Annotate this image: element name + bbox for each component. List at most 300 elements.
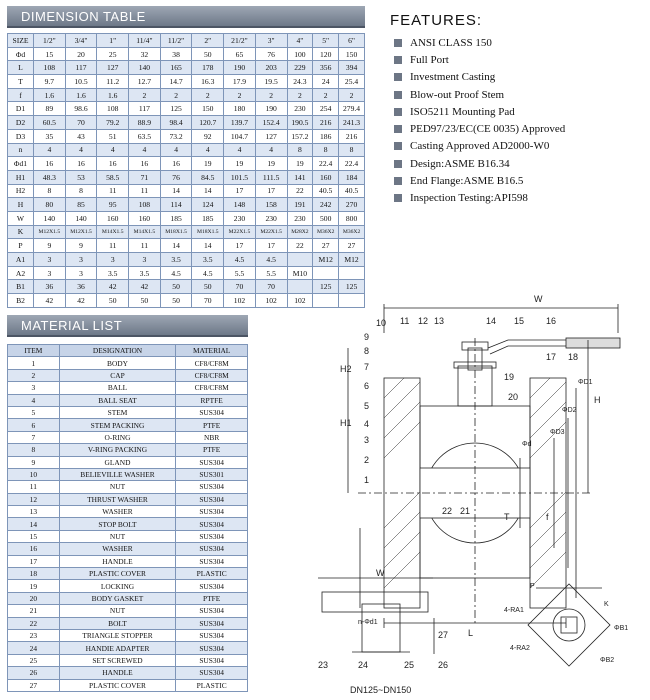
material-row [8, 394, 248, 406]
dimension-cell: 14.7 [160, 75, 192, 89]
material-item-number: 7 [8, 431, 60, 443]
dimension-cell: 4" [287, 34, 313, 48]
dimension-row-label: Φd1 [8, 157, 34, 171]
dimension-row [8, 170, 365, 184]
dimension-cell: 27 [313, 239, 339, 253]
dimension-cell: 279.4 [339, 102, 365, 116]
material-row [8, 419, 248, 431]
dimension-cell: 4 [224, 143, 256, 157]
material-item-number: 6 [8, 419, 60, 431]
material-item-number: 13 [8, 506, 60, 518]
features-title: FEATURES: [390, 12, 483, 29]
dimension-cell: 3 [65, 266, 97, 280]
material-item-number: 3 [8, 382, 60, 394]
dimension-cell: 60.5 [34, 116, 66, 130]
dimension-cell: 140 [65, 211, 97, 225]
dimension-row-label: D3 [8, 129, 34, 143]
material-row [8, 605, 248, 617]
dimension-cell: 95 [97, 198, 129, 212]
material-designation: BALL [59, 382, 176, 394]
dimension-cell: 9 [65, 239, 97, 253]
material-designation: TRIANGLE STOPPER [59, 629, 176, 641]
dimension-cell: 3 [65, 253, 97, 267]
label-12: 12 [418, 316, 429, 326]
label-23: 23 [318, 660, 329, 670]
feature-text: PED97/23/EC(CE 0035) Approved [410, 123, 566, 136]
dimension-cell: M12 [313, 253, 339, 267]
dimension-cell: 20 [65, 47, 97, 61]
dimension-cell: 84.5 [192, 170, 224, 184]
dimension-cell: 125 [313, 280, 339, 294]
dimension-row-label: T [8, 75, 34, 89]
dimension-cell: 11/4" [129, 34, 161, 48]
label-10: 10 [376, 318, 387, 328]
square-bullet-icon [394, 108, 402, 116]
material-designation: HANDLE [59, 667, 176, 679]
dimension-cell: 1.6 [97, 88, 129, 102]
dimension-cell: 10.5 [65, 75, 97, 89]
dimension-table [7, 33, 365, 308]
dimension-cell: 148 [224, 198, 256, 212]
dimension-cell: M12X1.5 [34, 225, 66, 239]
dimension-cell: 79.2 [97, 116, 129, 130]
dimension-cell: 4 [192, 143, 224, 157]
dimension-cell: 2 [287, 88, 313, 102]
material-designation: STOP BOLT [59, 518, 176, 530]
label-16: 16 [546, 316, 557, 326]
dimension-row-label: K [8, 225, 34, 239]
dimension-cell: 5.5 [255, 266, 287, 280]
dimension-cell: 22 [287, 239, 313, 253]
dimension-row [8, 211, 365, 225]
label-11: 11 [400, 316, 410, 326]
dimension-cell: 3.5 [129, 266, 161, 280]
dim-b2: ΦB2 [600, 657, 615, 664]
label-20: 20 [508, 392, 519, 402]
dimension-cell: 3.5 [192, 253, 224, 267]
dimension-cell: 58.5 [97, 170, 129, 184]
dimension-cell: M14X1.5 [129, 225, 161, 239]
dimension-cell: 141 [287, 170, 313, 184]
label-22: 22 [442, 506, 453, 516]
dimension-cell: 22.4 [339, 157, 365, 171]
label-7: 7 [364, 362, 370, 372]
material-material: SUS304 [176, 506, 248, 518]
dimension-cell: 50 [192, 280, 224, 294]
dimension-row [8, 266, 365, 280]
label-5: 5 [364, 401, 370, 411]
dimension-cell: 70 [192, 294, 224, 308]
material-col-designation: DESIGNATION [59, 345, 176, 357]
material-material: SUS304 [176, 456, 248, 468]
dimension-row [8, 198, 365, 212]
dimension-cell: 76 [160, 170, 192, 184]
feature-item [390, 69, 645, 86]
dimension-cell: 89 [34, 102, 66, 116]
dim-h1: H1 [340, 418, 352, 428]
dimension-cell: 150 [339, 47, 365, 61]
material-designation: BELIEVILLE WASHER [59, 468, 176, 480]
dimension-cell: 24.3 [287, 75, 313, 89]
dimension-cell: 102 [255, 294, 287, 308]
material-material: PTFE [176, 592, 248, 604]
dim-d2: ΦD2 [562, 407, 577, 414]
feature-text: Casting Approved AD2000-W0 [410, 140, 550, 153]
dimension-cell: 178 [192, 61, 224, 75]
material-row [8, 468, 248, 480]
dimension-cell [339, 266, 365, 280]
dimension-cell: 19 [255, 157, 287, 171]
material-item-number: 8 [8, 444, 60, 456]
material-material: SUS304 [176, 493, 248, 505]
material-material: SUS304 [176, 481, 248, 493]
material-row [8, 543, 248, 555]
dimension-cell: 3.5 [97, 266, 129, 280]
dimension-cell: 98.6 [65, 102, 97, 116]
dimension-cell: 2 [129, 88, 161, 102]
dimension-header-row [8, 34, 365, 48]
material-designation: GLAND [59, 456, 176, 468]
material-list-title: MATERIAL LIST [7, 315, 248, 337]
material-designation: BOLT [59, 617, 176, 629]
dimension-cell: 11/2" [160, 34, 192, 48]
dimension-cell: 3 [129, 253, 161, 267]
dimension-cell: 98.4 [160, 116, 192, 130]
label-18: 18 [568, 352, 579, 362]
label-14: 14 [486, 316, 497, 326]
dim-h2: H2 [340, 364, 352, 374]
dimension-row [8, 88, 365, 102]
material-row [8, 654, 248, 666]
dimension-cell: 42 [129, 280, 161, 294]
material-designation: STEM PACKING [59, 419, 176, 431]
dimension-cell: 19.5 [255, 75, 287, 89]
material-item-number: 2 [8, 369, 60, 381]
dimension-cell: 11 [97, 239, 129, 253]
dim-ra1: 4-RA1 [504, 607, 524, 614]
dimension-cell: 22 [287, 184, 313, 198]
dimension-cell: 4.5 [255, 253, 287, 267]
dimension-cell: 191 [287, 198, 313, 212]
dimension-cell: 50 [129, 294, 161, 308]
dimension-row-label: B2 [8, 294, 34, 308]
material-item-number: 25 [8, 654, 60, 666]
dimension-cell: 254 [313, 102, 339, 116]
dimension-cell: 230 [255, 211, 287, 225]
material-material: NBR [176, 431, 248, 443]
material-item-number: 10 [8, 468, 60, 480]
dimension-cell: 157.2 [287, 129, 313, 143]
material-material: CF8/CF8M [176, 357, 248, 369]
dimension-cell: 101.5 [224, 170, 256, 184]
dimension-cell: 4 [255, 143, 287, 157]
material-material: SUS304 [176, 605, 248, 617]
material-row [8, 518, 248, 530]
dimension-cell: 3 [34, 266, 66, 280]
material-row [8, 369, 248, 381]
dimension-cell: 185 [192, 211, 224, 225]
dimension-row-label: SIZE [8, 34, 34, 48]
dimension-row-label: n [8, 143, 34, 157]
dimension-cell: 8 [34, 184, 66, 198]
material-designation: BODY [59, 357, 176, 369]
dimension-cell: 120.7 [192, 116, 224, 130]
material-item-number: 19 [8, 580, 60, 592]
dimension-cell: 102 [224, 294, 256, 308]
dimension-cell: 356 [313, 61, 339, 75]
dimension-cell: 394 [339, 61, 365, 75]
dimension-cell: 11.2 [97, 75, 129, 89]
dimension-cell: 125 [339, 280, 365, 294]
material-item-number: 21 [8, 605, 60, 617]
material-item-number: 14 [8, 518, 60, 530]
dimension-cell: 229 [287, 61, 313, 75]
lever-handle-top [322, 592, 428, 612]
material-row [8, 555, 248, 567]
dimension-cell: 4 [34, 143, 66, 157]
feature-item [390, 190, 645, 207]
dimension-cell: 5.5 [224, 266, 256, 280]
dimension-cell: 11 [129, 239, 161, 253]
dim-nd1: n-Φd1 [358, 619, 378, 626]
dimension-cell: 85 [65, 198, 97, 212]
square-bullet-icon [394, 177, 402, 185]
material-material: SUS304 [176, 580, 248, 592]
dimension-cell: 120 [313, 47, 339, 61]
dimension-cell: 125 [160, 102, 192, 116]
dimension-cell: 42 [97, 280, 129, 294]
dimension-cell: 70 [65, 116, 97, 130]
dim-h: H [594, 395, 601, 405]
material-item-number: 18 [8, 568, 60, 580]
dimension-row [8, 184, 365, 198]
dimension-cell: 270 [339, 198, 365, 212]
dimension-cell: 152.4 [255, 116, 287, 130]
dimension-cell: 230 [287, 102, 313, 116]
dimension-cell: 16 [129, 157, 161, 171]
dimension-row-label: A2 [8, 266, 34, 280]
dimension-cell: 92 [192, 129, 224, 143]
dimension-cell: 42 [65, 294, 97, 308]
material-material: CF8/CF8M [176, 369, 248, 381]
material-row [8, 629, 248, 641]
dimension-cell: 14 [192, 239, 224, 253]
material-row [8, 444, 248, 456]
dim-f: f [546, 512, 549, 522]
label-13: 13 [434, 316, 445, 326]
material-material: SUS304 [176, 667, 248, 679]
dimension-cell: M22X1.5 [224, 225, 256, 239]
dimension-row [8, 294, 365, 308]
dimension-cell: 36 [65, 280, 97, 294]
dimension-row-label: f [8, 88, 34, 102]
material-item-number: 24 [8, 642, 60, 654]
dimension-cell: 165 [160, 61, 192, 75]
dimension-cell: 4 [160, 143, 192, 157]
material-row [8, 456, 248, 468]
dimension-cell: 35 [34, 129, 66, 143]
handle-adapter [362, 604, 400, 652]
dimension-cell: 4 [97, 143, 129, 157]
dimension-cell: 108 [129, 198, 161, 212]
dimension-cell: 40.5 [339, 184, 365, 198]
dimension-cell: 63.5 [129, 129, 161, 143]
dimension-cell: 111.5 [255, 170, 287, 184]
dimension-cell: 2 [160, 88, 192, 102]
dimension-cell: 4 [65, 143, 97, 157]
dimension-cell: 17 [255, 184, 287, 198]
dimension-cell: 216 [313, 116, 339, 130]
square-bullet-icon [394, 160, 402, 168]
dimension-row [8, 225, 365, 239]
square-bullet-icon [394, 56, 402, 64]
dimension-row [8, 157, 365, 171]
dimension-cell: 22.4 [313, 157, 339, 171]
dimension-cell: M10 [287, 266, 313, 280]
material-row [8, 679, 248, 691]
dimension-row [8, 47, 365, 61]
material-material: CF8/CF8M [176, 382, 248, 394]
dimension-cell: 15 [34, 47, 66, 61]
dim-ra2: 4-RA2 [510, 645, 530, 652]
dimension-cell: M36X2 [339, 225, 365, 239]
label-6: 6 [364, 381, 370, 391]
dimension-cell: M28X2 [287, 225, 313, 239]
material-header-row [8, 345, 248, 357]
dimension-cell: 11 [129, 184, 161, 198]
dimension-row [8, 116, 365, 130]
square-bullet-icon [394, 194, 402, 202]
feature-text: Investment Casting [410, 71, 496, 84]
dimension-cell: 241.3 [339, 116, 365, 130]
dimension-cell: 88.9 [129, 116, 161, 130]
dimension-cell: 16 [65, 157, 97, 171]
dimension-cell: 76 [255, 47, 287, 61]
dimension-row-label: W [8, 211, 34, 225]
square-bullet-icon [394, 91, 402, 99]
dimension-cell: 124 [192, 198, 224, 212]
dimension-cell: 203 [255, 61, 287, 75]
material-col-item: ITEM [8, 345, 60, 357]
material-item-number: 12 [8, 493, 60, 505]
material-list-table [7, 344, 248, 692]
material-item-number: 27 [8, 679, 60, 691]
label-19: 19 [504, 372, 515, 382]
dimension-cell: 127 [97, 61, 129, 75]
dimension-cell: 17.9 [224, 75, 256, 89]
feature-text: End Flange:ASME B16.5 [410, 175, 524, 188]
dimension-row [8, 239, 365, 253]
dimension-cell: 16.3 [192, 75, 224, 89]
material-item-number: 22 [8, 617, 60, 629]
dimension-cell: 19 [287, 157, 313, 171]
dimension-table-title: DIMENSION TABLE [7, 6, 365, 28]
feature-text: Design:ASME B16.34 [410, 157, 510, 170]
dimension-cell: 17 [224, 239, 256, 253]
dimension-cell: 8 [287, 143, 313, 157]
label-17: 17 [546, 352, 557, 362]
feature-item [390, 120, 645, 137]
dimension-row [8, 253, 365, 267]
dimension-row-label: H2 [8, 184, 34, 198]
dimension-cell: 38 [160, 47, 192, 61]
material-designation: NUT [59, 481, 176, 493]
dimension-row-label: H1 [8, 170, 34, 184]
dim-p: P [530, 583, 535, 590]
dimension-cell: 3 [97, 253, 129, 267]
dimension-cell: 53 [65, 170, 97, 184]
material-row [8, 580, 248, 592]
dimension-row-label: B1 [8, 280, 34, 294]
material-item-number: 17 [8, 555, 60, 567]
dimension-cell: 160 [313, 170, 339, 184]
dim-t: T [504, 512, 510, 522]
dim-l: L [468, 628, 474, 638]
material-material: SUS304 [176, 518, 248, 530]
dimension-cell: 40.5 [313, 184, 339, 198]
dimension-cell: 186 [313, 129, 339, 143]
feature-text: Blow-out Proof Stem [410, 88, 505, 101]
material-designation: HANDIE ADAPTER [59, 642, 176, 654]
dimension-cell: 2 [192, 88, 224, 102]
dimension-cell: 184 [339, 170, 365, 184]
mounting-pad [528, 584, 610, 666]
dimension-cell: 36 [34, 280, 66, 294]
dimension-cell: 114 [160, 198, 192, 212]
label-24: 24 [358, 660, 369, 670]
material-item-number: 16 [8, 543, 60, 555]
square-bullet-icon [394, 73, 402, 81]
material-designation: PLASTIC COVER [59, 568, 176, 580]
material-designation: CAP [59, 369, 176, 381]
label-1: 1 [364, 475, 370, 485]
dimension-cell: 2 [224, 88, 256, 102]
dimension-cell: 4.5 [224, 253, 256, 267]
dimension-row-label: Φd [8, 47, 34, 61]
dimension-cell: 14 [160, 239, 192, 253]
dimension-row-label: D1 [8, 102, 34, 116]
feature-text: Inspection Testing:API598 [410, 192, 528, 205]
dimension-cell: 8 [313, 143, 339, 157]
dimension-cell: 5" [313, 34, 339, 48]
dimension-cell: 25.4 [339, 75, 365, 89]
features-panel [390, 12, 645, 207]
drawing-caption: DN125~DN150 [350, 685, 412, 695]
material-designation: NUT [59, 605, 176, 617]
dimension-cell: 14 [192, 184, 224, 198]
dimension-cell: 108 [97, 102, 129, 116]
feature-text: ANSI CLASS 150 [410, 36, 492, 49]
material-designation: O-RING [59, 431, 176, 443]
dimension-cell: 4.5 [192, 266, 224, 280]
dimension-cell: 3" [255, 34, 287, 48]
dimension-cell: 150 [192, 102, 224, 116]
dimension-cell: 108 [34, 61, 66, 75]
material-item-number: 9 [8, 456, 60, 468]
dimension-cell: 1.6 [65, 88, 97, 102]
material-row [8, 382, 248, 394]
material-col-material: MATERIAL [176, 345, 248, 357]
feature-text: Full Port [410, 53, 449, 66]
dimension-cell: 104.7 [224, 129, 256, 143]
dimension-row [8, 280, 365, 294]
label-27: 27 [438, 630, 449, 640]
material-row [8, 667, 248, 679]
dimension-cell: 27 [339, 239, 365, 253]
dimension-cell: 50 [160, 280, 192, 294]
dimension-cell: 158 [255, 198, 287, 212]
feature-item [390, 138, 645, 155]
